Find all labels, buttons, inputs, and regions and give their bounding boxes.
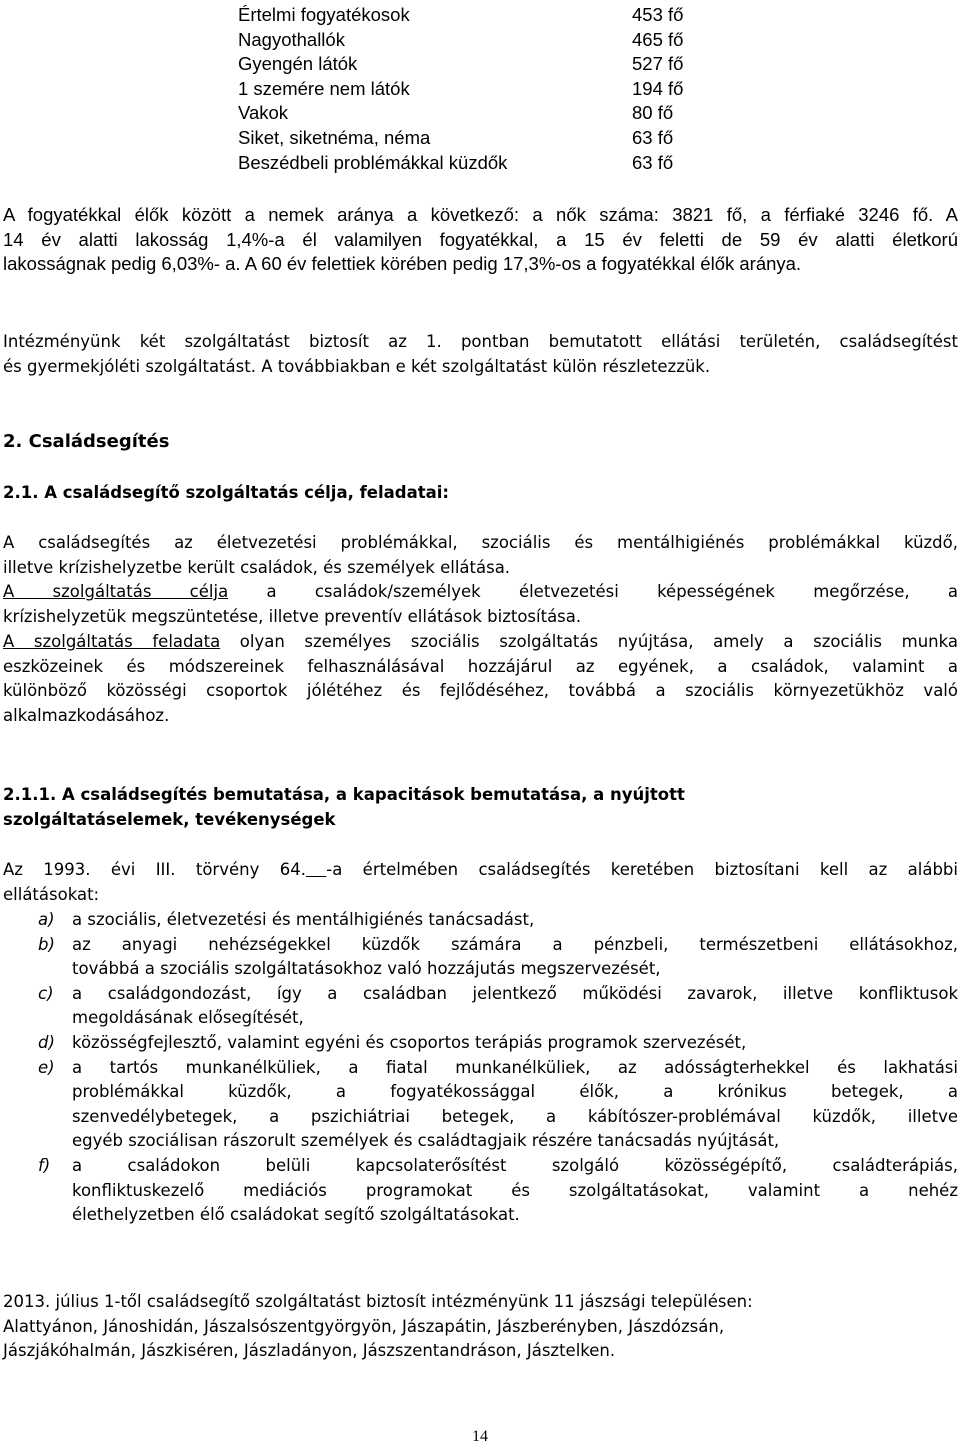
section-heading-2-1-1 bbox=[3, 783, 958, 832]
text-line: Jászjákóhalmán, Jászkiséren, Jászladányon, Jászszentandráson, Jásztelken. bbox=[3, 1341, 616, 1361]
text-line: a családgondozást, így a családban jelentkező működési zavarok, illetve konfliktusok bbox=[72, 983, 958, 1003]
stat-row bbox=[238, 52, 698, 77]
heading-line: szolgáltatáselemek, tevékenységek bbox=[3, 809, 336, 829]
stat-row bbox=[238, 151, 698, 176]
stat-label: 1 szemére nem látók bbox=[238, 77, 410, 99]
gender-ratio-paragraph bbox=[3, 203, 958, 277]
stat-value: 194 fő bbox=[632, 77, 684, 99]
text-line: Intézményünk két szolgáltatást biztosít az 1. pontban bemutatott ellátási területén, családsegítést bbox=[3, 332, 958, 351]
disability-stats-table bbox=[238, 3, 698, 175]
underlined-term: A szolgáltatás feladata bbox=[3, 632, 221, 651]
stat-row bbox=[238, 126, 698, 151]
section-heading-2-1: 2.1. A családsegítő szolgáltatás célja, feladatai: bbox=[3, 483, 449, 502]
stat-row bbox=[238, 77, 698, 102]
text-line: élethelyzetben élő családokat segítő szolgáltatásokat. bbox=[72, 1205, 520, 1225]
text-line bbox=[3, 580, 958, 605]
law-reference-paragraph bbox=[3, 858, 958, 907]
text-line: egyéb szociálisan rászorult személyek és családtagjaik részére tanácsadás nyújtását, bbox=[72, 1131, 780, 1151]
stat-value: 80 fő bbox=[632, 102, 674, 124]
text-line: A családsegítés az életvezetési problémákkal, szociális és mentálhigiénés problémákkal küzdő, bbox=[3, 533, 958, 552]
text-line: megoldásának elősegítését, bbox=[72, 1008, 304, 1028]
text-line: a családokon belüli kapcsolaterősítést szolgáló közösségépítő, családterápiás, bbox=[72, 1155, 958, 1175]
text-line: 2013. július 1-től családsegítő szolgáltatást biztosít intézményünk 11 jászsági településen: bbox=[3, 1292, 753, 1311]
heading-line: 2.1.1. A családsegítés bemutatása, a kapacitások bemutatása, a nyújtott bbox=[3, 785, 685, 804]
stat-value: 63 fő bbox=[632, 151, 674, 173]
stat-value: 453 fő bbox=[632, 4, 684, 25]
text-line: a szociális, életvezetési és mentálhigiénés tanácsadást, bbox=[72, 910, 535, 929]
text-line bbox=[3, 858, 958, 883]
text-fragment: a családok/személyek életvezetési képességének megőrzése, a bbox=[228, 582, 958, 601]
service-goal-paragraph bbox=[3, 580, 958, 629]
text-line: problémákkal küzdők, a fogyatékossággal élők, a krónikus betegek, a bbox=[72, 1082, 958, 1102]
underlined-space bbox=[306, 860, 326, 879]
stat-label: Gyengén látók bbox=[238, 53, 358, 75]
list-marker: c) bbox=[38, 983, 54, 1003]
stat-row bbox=[238, 3, 698, 28]
stat-value: 527 fő bbox=[632, 53, 684, 75]
text-line: a tartós munkanélküliek, a fiatal munkanélküliek, az adósságterhekkel és lakhatási bbox=[72, 1057, 958, 1077]
services-list bbox=[3, 908, 958, 1228]
text-fragment: -a értelmében családsegítés keretében biztosítani kell az alábbi bbox=[326, 860, 958, 879]
text-line: különböző közösségi csoportok jólétéhez és fejlődéséhez, továbbá a szociális környezetükhöz való bbox=[3, 681, 958, 701]
underlined-term: A szolgáltatás célja bbox=[3, 582, 229, 601]
list-marker: e) bbox=[38, 1057, 55, 1077]
text-line: illetve krízishelyzetbe került családok, és személyek ellátása. bbox=[3, 557, 511, 577]
services-intro-paragraph bbox=[3, 330, 958, 379]
text-line: alkalmazkodásához. bbox=[3, 705, 170, 725]
text-line: és gyermekjóléti szolgáltatást. A továbbiakban e két szolgáltatást külön részletezzük. bbox=[3, 356, 711, 376]
text-line: konfliktuskezelő mediációs programokat és szolgáltatásokat, valamint a nehéz bbox=[72, 1180, 958, 1200]
text-line: A fogyatékkal élők között a nemek aránya a következő: a nők száma: 3821 fő, a férfiaké 3246 fő. A bbox=[3, 204, 958, 225]
list-item bbox=[3, 933, 958, 982]
text-line: eszközeinek és módszereinek felhasználásával hozzájárul az egyének, a családok, valamint a bbox=[3, 656, 958, 676]
list-item bbox=[3, 908, 958, 933]
text-fragment: Az 1993. évi III. törvény 64. bbox=[3, 860, 306, 879]
list-item bbox=[3, 982, 958, 1031]
text-line: szenvedélybetegek, a pszichiátriai betegek, a kábítószer-problémával küzdők, illetve bbox=[72, 1106, 958, 1126]
stat-row bbox=[238, 28, 698, 53]
text-line: ellátásokat: bbox=[3, 884, 100, 904]
list-marker: f) bbox=[38, 1155, 51, 1175]
text-line: közösségfejlesztő, valamint egyéni és csoportos terápiás programok szervezését, bbox=[72, 1032, 747, 1052]
text-line: krízishelyzetük megszüntetése, illetve preventív ellátások biztosítása. bbox=[3, 606, 582, 626]
text-line: lakosságnak pedig 6,03%- a. A 60 év felettiek körében pedig 17,3%-os a fogyatékkal élők aránya. bbox=[3, 253, 802, 275]
page-number: 14 bbox=[472, 1428, 488, 1445]
text-line: az anyagi nehézségekkel küzdők számára a pénzbeli, természetbeni ellátásokhoz, bbox=[72, 934, 958, 954]
list-marker: a) bbox=[38, 910, 55, 929]
stat-label: Siket, siketnéma, néma bbox=[238, 126, 431, 148]
family-support-definition bbox=[3, 531, 958, 580]
list-marker: d) bbox=[38, 1032, 55, 1052]
stat-label: Beszédbeli problémákkal küzdők bbox=[238, 151, 508, 173]
text-fragment: olyan személyes szociális szolgáltatás nyújtása, amely a szociális munka bbox=[220, 632, 958, 651]
stat-label: Vakok bbox=[238, 102, 289, 124]
stat-value: 63 fő bbox=[632, 126, 674, 148]
text-line: 14 év alatti lakosság 1,4%-a él valamilyen fogyatékkal, a 15 év feletti de 59 év alatti életkorú bbox=[3, 228, 958, 250]
section-heading-2: 2. Családsegítés bbox=[3, 431, 170, 452]
text-line bbox=[3, 630, 958, 655]
stat-value: 465 fő bbox=[632, 28, 684, 50]
list-item bbox=[3, 1056, 958, 1154]
text-line: Alattyánon, Jánoshidán, Jászalsószentgyörgyön, Jászapátin, Jászberényben, Jászdózsán, bbox=[3, 1316, 725, 1336]
list-item bbox=[3, 1154, 958, 1228]
stat-label: Nagyothallók bbox=[238, 28, 345, 50]
list-item bbox=[3, 1031, 958, 1056]
list-marker: b) bbox=[38, 934, 55, 954]
stat-label: Értelmi fogyatékosok bbox=[238, 4, 410, 25]
settlements-paragraph bbox=[3, 1290, 958, 1364]
stat-row bbox=[238, 101, 698, 126]
text-line: továbbá a szociális szolgáltatásokhoz való hozzájutás megszervezését, bbox=[72, 959, 661, 979]
service-task-paragraph bbox=[3, 630, 958, 728]
